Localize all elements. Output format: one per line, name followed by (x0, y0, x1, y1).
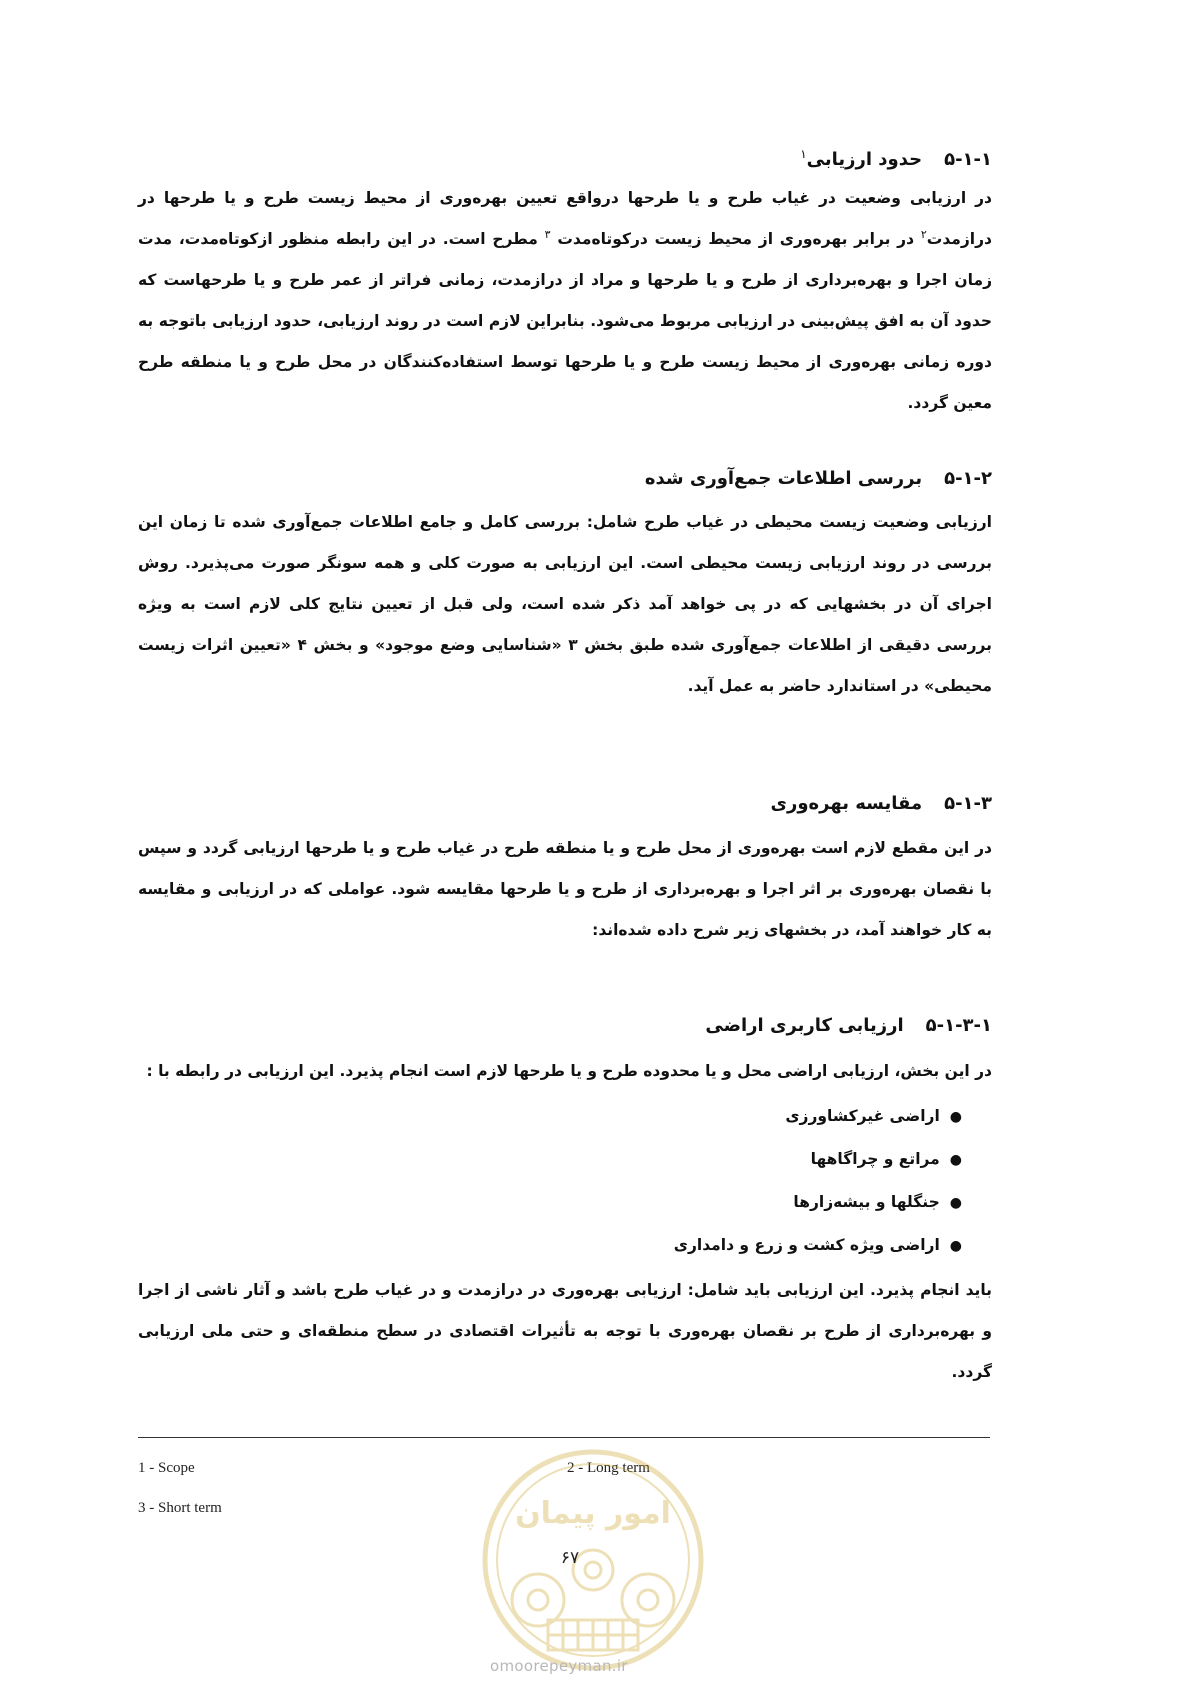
footnote-divider (138, 1437, 990, 1438)
paragraph-text: زمان اجرا و بهره‌برداری از طرح و یا طرحها و مراد از درازمدت، زمانی فراتر از عمر طرح و یا طرحهاست که حدود آن به افق پیش‌بینی در ارزیابی مربوط می‌شود. بنابراین لازم است در روند ارزیابی، حدود ارزیابی باتوجه به دوره زمانی بهره‌وری از محیط زیست طرح و یا طرحها توسط استفاده‌کنندگان در محل طرح و یا منطقه طرح معین گردد. (138, 271, 992, 412)
seal-text: امور پیمان (515, 1496, 671, 1531)
list-item: ● اراضی غیرکشاورزی (462, 1095, 962, 1138)
section-number: ۵-۱-۳ (944, 793, 992, 814)
paragraph-text: مطرح است. در این رابطه منظور ازکوتاه‌مدت، مدت (138, 230, 545, 248)
paragraph-text: درازمدت (926, 230, 992, 248)
section-number: ۵-۱-۱ (944, 149, 992, 170)
paragraph-text: در برابر بهره‌وری از محیط زیست درکوتاه‌مدت (550, 230, 921, 248)
footnote: 1 - Scope (138, 1460, 195, 1476)
section-title: بررسی اطلاعات جمع‌آوری شده (644, 468, 923, 489)
section-title: حدود ارزیابی (806, 149, 923, 170)
bullet-list (462, 1095, 962, 1267)
section-heading (192, 790, 992, 818)
section-heading (192, 140, 992, 174)
paragraph-text: در ارزیابی وضعیت در غیاب طرح و یا طرحها درواقع تعیین بهره‌وری از محیط زیست طرح و یا طرحها در (138, 189, 992, 207)
watermark-site: omoorepeyman.ir (490, 1657, 628, 1675)
list-item: ● مراتع و چراگاهها (462, 1138, 962, 1181)
footnote: 2 - Long term (567, 1460, 650, 1476)
section-paragraph: در این مقطع لازم است بهره‌وری از محل طرح و یا منطقه طرح در غیاب طرح و یا طرحها ارزیابی گردد و سپس با نقصان بهره‌وری بر اثر اجرا و بهره‌برداری از طرح و یا طرحها مقایسه شود. عواملی که در ارزیابی و مقایسه به کار خواهند آمد، در بخشهای زیر شرح داده شده‌اند: (138, 839, 992, 939)
footnote-ref: ۱ (800, 147, 807, 161)
list-item: ● جنگلها و بیشه‌زارها (462, 1181, 962, 1224)
section-paragraph: باید انجام پذیرد. این ارزیابی باید شامل: ارزیابی بهره‌وری در درازمدت و در غیاب طرح باشد و آثار ناشی از اجرا و بهره‌برداری از طرح بر نقصان بهره‌وری با توجه به تأثیرات اقتصادی در سطح منطقه‌ای و حتی ملی ارزیابی گردد. (138, 1281, 992, 1381)
section-heading (192, 465, 992, 493)
footnote: 3 - Short term (138, 1500, 222, 1516)
section-heading (192, 1012, 992, 1040)
footnote-ref: ۳ (544, 227, 551, 241)
section-title: مقایسه بهره‌وری (770, 793, 923, 814)
list-item: ● اراضی ویژه کشت و زرع و دامداری (462, 1224, 962, 1267)
section-paragraph: در این بخش، ارزیابی اراضی محل و یا محدوده طرح و یا طرحها لازم است انجام پذیرد. این ارزیابی در رابطه با : (146, 1062, 992, 1080)
section-paragraph: ارزیابی وضعیت زیست محیطی در غیاب طرح شامل: بررسی کامل و جامع اطلاعات جمع‌آوری شده تا زمان این بررسی در روند ارزیابی زیست محیطی است. این ارزیابی به صورت کلی و همه سونگر صورت می‌پذیرد. روش اجرای آن در بخشهایی که در پی خواهد آمد ذکر شده است، ولی قبل از تعیین نتایج کلی لازم است به ویژه بررسی دقیقی از اطلاعات جمع‌آوری شده طبق بخش ۳ «شناسایی وضع موجود» و بخش ۴ «تعیین اثرات زیست محیطی» در استاندارد حاضر به عمل آید. (138, 513, 992, 695)
footnote-ref: ۲ (920, 227, 927, 241)
section-number: ۵-۱-۲ (944, 468, 992, 489)
section-title: ارزیابی کاربری اراضی (705, 1015, 904, 1036)
section-paragraph (138, 178, 992, 424)
section-number: ۵-۱-۳-۱ (925, 1015, 992, 1036)
page-number: ۶۷ (560, 1548, 580, 1568)
